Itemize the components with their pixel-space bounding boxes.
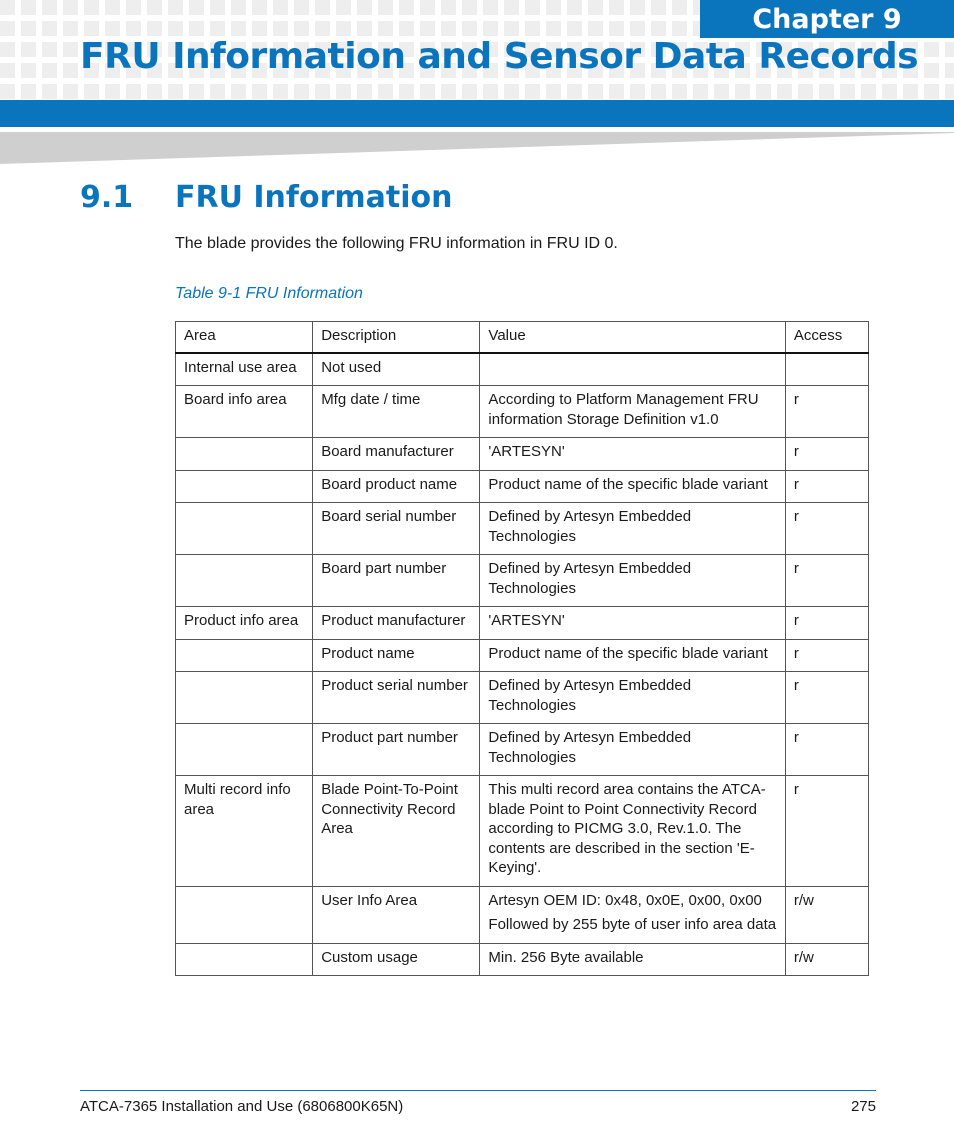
cell-value	[480, 886, 785, 943]
section-number: 9.1	[80, 180, 134, 215]
table-row	[176, 776, 869, 887]
header-wedge	[0, 132, 954, 164]
cell-value: Defined by Artesyn Embedded Technologies	[480, 672, 785, 724]
column-header-value: Value	[480, 322, 785, 353]
cell-area	[176, 639, 313, 672]
cell-value: 'ARTESYN'	[480, 607, 785, 640]
cell-description: Product name	[313, 639, 480, 672]
footer-divider	[80, 1090, 876, 1091]
cell-value: Product name of the specific blade variant	[480, 639, 785, 672]
table-row	[176, 353, 869, 386]
section-title: FRU Information	[175, 180, 453, 215]
cell-description: Board manufacturer	[313, 438, 480, 471]
cell-description: Mfg date / time	[313, 386, 480, 438]
table-row	[176, 607, 869, 640]
cell-access: r	[785, 672, 868, 724]
table-row	[176, 470, 869, 503]
cell-value: Defined by Artesyn Embedded Technologies	[480, 555, 785, 607]
cell-access: r	[785, 724, 868, 776]
cell-description: Custom usage	[313, 943, 480, 976]
cell-value	[480, 353, 785, 386]
section-heading	[80, 180, 452, 215]
chapter-title: FRU Information and Sensor Data Records	[80, 36, 919, 77]
cell-area	[176, 672, 313, 724]
cell-area: Board info area	[176, 386, 313, 438]
cell-value: Min. 256 Byte available	[480, 943, 785, 976]
cell-description: Board product name	[313, 470, 480, 503]
cell-value: Defined by Artesyn Embedded Technologies	[480, 503, 785, 555]
cell-description: Board part number	[313, 555, 480, 607]
cell-value-line: Artesyn OEM ID: 0x48, 0x0E, 0x00, 0x00	[488, 891, 762, 909]
cell-access: r	[785, 776, 868, 887]
cell-area	[176, 555, 313, 607]
table-header-row	[176, 322, 869, 353]
table-row	[176, 886, 869, 943]
section-intro: The blade provides the following FRU information in FRU ID 0.	[175, 235, 618, 252]
cell-access: r	[785, 386, 868, 438]
cell-description: Not used	[313, 353, 480, 386]
column-header-area: Area	[176, 322, 313, 353]
cell-access: r	[785, 438, 868, 471]
cell-value: Product name of the specific blade variant	[480, 470, 785, 503]
cell-area: Multi record info area	[176, 776, 313, 887]
cell-area	[176, 503, 313, 555]
cell-area: Internal use area	[176, 353, 313, 386]
table-row	[176, 639, 869, 672]
header-band	[0, 100, 954, 127]
fru-information-table	[175, 321, 869, 976]
table-row	[176, 724, 869, 776]
cell-area	[176, 470, 313, 503]
footer-page-number: 275	[850, 1098, 876, 1115]
cell-access: r/w	[785, 943, 868, 976]
table-row	[176, 943, 869, 976]
table-row	[176, 672, 869, 724]
column-header-access: Access	[785, 322, 868, 353]
footer-document-title: ATCA-7365 Installation and Use (6806800K65N)	[80, 1098, 404, 1115]
column-header-description: Description	[313, 322, 480, 353]
cell-access: r/w	[785, 886, 868, 943]
cell-access: r	[785, 639, 868, 672]
table-row	[176, 555, 869, 607]
cell-access	[785, 353, 868, 386]
cell-access: r	[785, 607, 868, 640]
cell-description: Product manufacturer	[313, 607, 480, 640]
cell-area	[176, 943, 313, 976]
table-caption: Table 9-1 FRU Information	[175, 285, 363, 302]
table-row	[176, 503, 869, 555]
chapter-label: Chapter 9	[700, 0, 954, 38]
cell-description: Blade Point-To-Point Connectivity Record Area	[313, 776, 480, 887]
cell-value: According to Platform Management FRU information Storage Definition v1.0	[480, 386, 785, 438]
cell-description: Board serial number	[313, 503, 480, 555]
cell-description: Product serial number	[313, 672, 480, 724]
cell-area	[176, 886, 313, 943]
cell-description: Product part number	[313, 724, 480, 776]
cell-value: Defined by Artesyn Embedded Technologies	[480, 724, 785, 776]
cell-description: User Info Area	[313, 886, 480, 943]
cell-access: r	[785, 470, 868, 503]
cell-area	[176, 438, 313, 471]
cell-area	[176, 724, 313, 776]
cell-access: r	[785, 503, 868, 555]
table-row	[176, 438, 869, 471]
cell-value: This multi record area contains the ATCA-blade Point to Point Connectivity Record according to PICMG 3.0, Rev.1.0. The contents are described in the section 'E-Keying'.	[480, 776, 785, 887]
cell-value: 'ARTESYN'	[480, 438, 785, 471]
table-row	[176, 386, 869, 438]
cell-access: r	[785, 555, 868, 607]
cell-value-line: Followed by 255 byte of user info area data	[488, 916, 777, 933]
cell-area: Product info area	[176, 607, 313, 640]
